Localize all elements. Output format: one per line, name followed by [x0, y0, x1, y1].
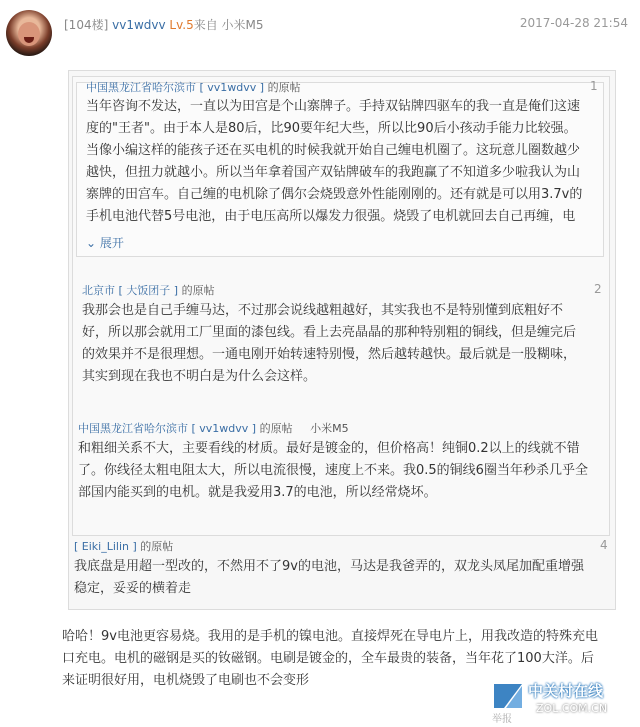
expand-label: 展开 — [99, 236, 124, 250]
reply-line: 来证明很好用，电机烧毁了电刷也不会变形 — [62, 673, 310, 688]
post-meta — [64, 16, 264, 33]
quote-1-suffix: 的原帖 — [267, 81, 301, 94]
quote-1-line: 度的"王者"。由于本人是80后，比90要年纪大些，所以比90后小孩动手能力比较强。 — [86, 121, 577, 136]
quote-1-line: 当年咨询不发达，一直以为田宫是个山寨牌子。手持双钻牌四驱车的我一直是俺们这速 — [86, 99, 581, 114]
quote-2-line: 我那会也是自己手缠马达，不过那会说线越粗越好，其实我也不是特别懂到底粗好不 — [82, 303, 564, 318]
avatar[interactable] — [6, 10, 52, 56]
quote-2-line: 的效果并不是很理想。一通电刚开始转速特别慢，然后越转越快。最后就是一股糊味， — [82, 347, 577, 362]
device-label: 来自 小米M5 — [193, 18, 264, 32]
quote-1-author-link[interactable]: 中国黑龙江省哈尔滨市 [ vv1wdvv ] — [86, 81, 265, 94]
zol-brand-name: 中关村在线 — [528, 682, 604, 700]
username-link[interactable]: vv1wdvv — [112, 18, 166, 32]
quote-2-header — [82, 282, 215, 298]
quote-3-line: 和粗细关系不大，主要看线的材质。最好是镀金的，但价格高！纯铜0.2以上的线就不错 — [78, 441, 580, 456]
chevron-down-icon: ⌄ — [86, 236, 97, 250]
quote-1-number: 1 — [590, 79, 598, 93]
quote-3-line: 部国内能买到的电机。就是我爱用3.7的电池，所以经常烧坏。 — [78, 485, 437, 500]
quote-2-number: 2 — [594, 282, 602, 296]
quote-2-suffix: 的原帖 — [181, 284, 215, 297]
quote-4-suffix: 的原帖 — [140, 540, 174, 553]
quote-4-number: 4 — [600, 538, 608, 552]
zol-logo-icon — [492, 680, 524, 712]
zol-brand-url: ZOL.COM.CN — [536, 702, 608, 715]
quote-2-text — [82, 300, 602, 388]
quote-1-line: 当像小编这样的能孩子还在买电机的时候我就开始自己缠电机圈了。这玩意儿圈数越少 — [86, 143, 581, 158]
quote-1-line: 越快，但扭力就越小。所以当年拿着国产双钻牌破车的我跑赢了不知道多少啦我认为山 — [86, 165, 581, 180]
report-link[interactable]: 举报 — [492, 714, 512, 725]
quote-1-text — [86, 96, 596, 228]
quote-1-line: 寨牌的田宫车。自己缠的电机除了偶尔会烧毁意外性能刚刚的。还有就是可以用3.7v的 — [86, 187, 583, 202]
quote-1-header — [86, 79, 301, 95]
quote-2-line: 好，所以那会就用工厂里面的漆包线。看上去亮晶晶的那种特别粗的铜线，但是缠完后 — [82, 325, 577, 340]
reply-line: 口充电。电机的磁钢是买的钕磁钢。电刷是镀金的，全车最贵的装备，当年花了100大洋。后 — [62, 651, 594, 666]
quote-3-text — [78, 438, 608, 504]
zol-watermark — [492, 680, 632, 724]
post-header — [0, 0, 640, 60]
expand-button[interactable] — [86, 234, 124, 251]
quote-3-header — [78, 420, 349, 436]
post-date: 2017-04-28 21:54 — [519, 16, 628, 30]
reply-line: 哈哈！9v电池更容易烧。我用的是手机的镍电池。直接焊死在导电片上，用我改造的特殊充电 — [62, 629, 598, 644]
quote-4-line: 我底盘是用超一型改的，不然用不了9v的电池，马达是我爸弄的，双龙头凤尾加配重增强 — [74, 559, 584, 574]
quote-3-device: 小米M5 — [310, 422, 349, 435]
quote-4-line: 稳定，妥妥的横着走 — [74, 581, 192, 596]
quote-3-suffix: 的原帖 — [259, 422, 293, 435]
quote-2-line: 其实到现在我也不明白是为什么会这样。 — [82, 369, 317, 384]
quote-1-line: 手机电池代替5号电池，由于电压高所以爆发力很强。烧毁了电机就回去自己再缠，电 — [86, 209, 576, 224]
user-level: Lv.5 — [169, 18, 194, 32]
quote-4-author-link[interactable]: [ Eiki_Lilin ] — [74, 540, 137, 553]
quote-3-line: 了。你线径太粗电阻太大，所以电流很慢，速度上不来。我0.5的铜线6圈当年秒杀几乎全 — [78, 463, 588, 478]
floor-label: [104楼] — [64, 18, 109, 32]
quote-4-text — [74, 556, 614, 600]
quote-2-author-link[interactable]: 北京市 [ 大饭团子 ] — [82, 284, 179, 297]
quote-3-author-link[interactable]: 中国黑龙江省哈尔滨市 [ vv1wdvv ] — [78, 422, 257, 435]
quote-4-header — [74, 538, 173, 554]
